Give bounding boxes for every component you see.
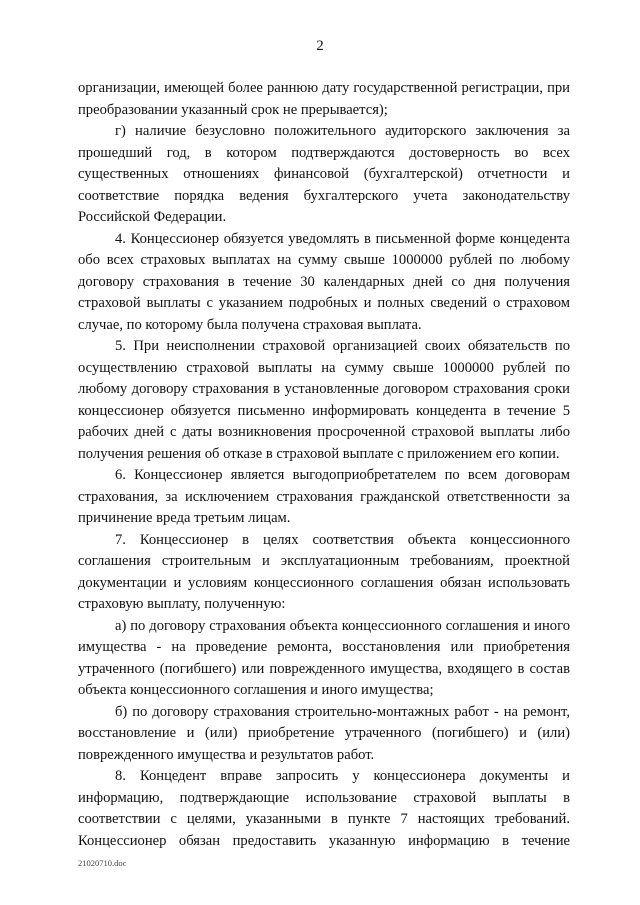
paragraph-item-5: 5. При неисполнении страховой организацией своих обязательств по осуществлению страховой выплаты на сумму свыше 1000000 рублей по любому договору страхования в установленные договором страхования сроки концессионер обязуется письменно информировать концедента в течение 5 рабочих дней с даты возникновения просроченной страховой выплаты либо получения решения об отказе в страховой выплате с приложением его копии. (78, 338, 570, 462)
paragraph-item-6: 6. Концессионер является выгодоприобретателем по всем договорам страхования, за исключением страхования гражданской ответственности за причинение вреда третьим лицам. (78, 467, 570, 526)
paragraph-item-7b: б) по договору страхования строительно-монтажных работ - на ремонт, восстановление и (или) приобретение утраченного (погибшего) и (или) поврежденного имущества и результатов работ. (78, 703, 570, 763)
footer-filename: 21020710.doc (78, 858, 127, 868)
paragraph-item-8: 8. Концедент вправе запросить у концессионера документы и информацию, подтверждающие использование страховой выплаты в соответствии с целями, указанными в пункте 7 настоящих требований. Концессионер обязан предоставить указанную информацию в течение (78, 768, 570, 849)
paragraph-item-7a: а) по договору страхования объекта концессионного соглашения и иного имущества - на проведение ремонта, восстановления или приобретения утраченного (погибшего) или поврежденного имущества, входящего в состав объекта концессионного соглашения и иного имущества; (78, 617, 570, 698)
paragraph-item-g: г) наличие безусловно положительного аудиторского заключения за прошедший год, в котором подтверждаются достоверность во всех существенных отношениях финансовой (бухгалтерской) отчетности и соответствие порядка ведения бухгалтерского учета законодательству Российской Федерации. (78, 123, 570, 225)
paragraph-continuation: организации, имеющей более раннюю дату государственной регистрации, при преобразовании указанный срок не прерывается); (78, 80, 570, 118)
paragraph-item-4: 4. Концессионер обязуется уведомлять в письменной форме концедента обо всех страховых выплатах на сумму свыше 1000000 рублей по любому договору страхования в течение 30 календарных дней со дня получения страховой выплаты с указанием подробных и полных сведений о страховом случае, по которому была получена страховая выплата. (78, 230, 570, 333)
document-body (78, 78, 570, 852)
paragraph-item-7: 7. Концессионер в целях соответствия объекта концессионного соглашения строительным и эксплуатационным требованиям, проектной документации и условиям концессионного соглашения обязан использовать страховую выплату, полученную: (78, 531, 570, 612)
page-number: 2 (316, 38, 324, 54)
